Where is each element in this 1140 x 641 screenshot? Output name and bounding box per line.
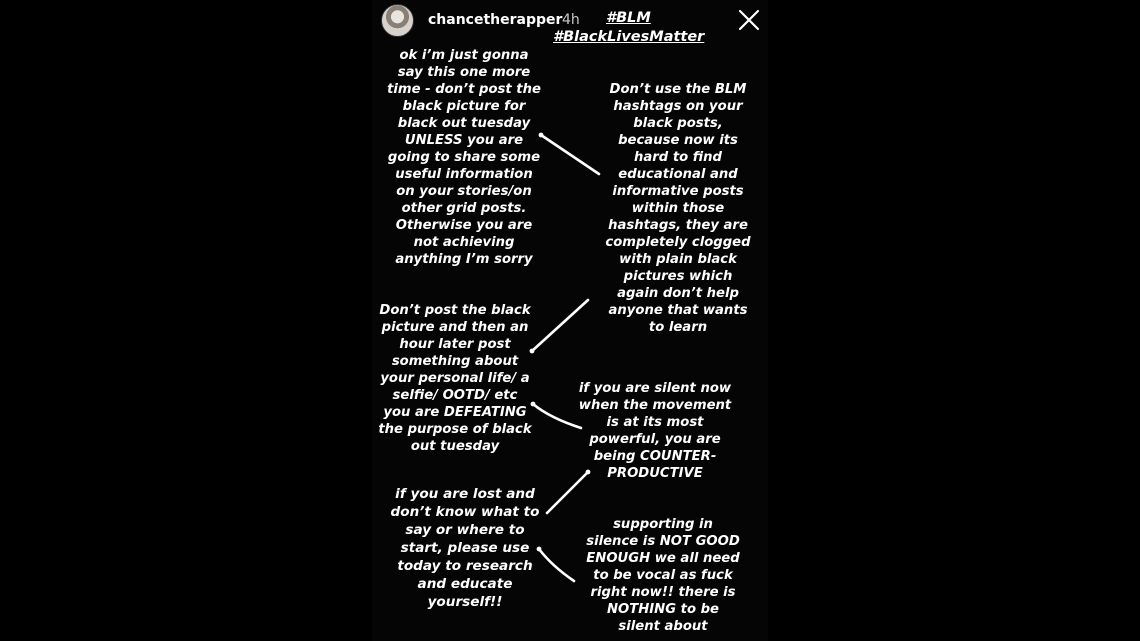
post-time: 4h [562, 12, 580, 28]
avatar[interactable] [381, 4, 414, 37]
story-text-6: supporting in silence is NOT GOOD ENOUGH we all need to be vocal as fuck right now!! there is NOTHING to be silent about [586, 517, 740, 634]
username[interactable]: chancetherapper [428, 12, 563, 28]
story-text-4: if you are silent now when the movement is at its most powerful, you are being COUNTER- PRODUCTIVE [578, 381, 732, 481]
story-text-1: ok i’m just gonna say this one more time - don’t post the black picture for black out tuesday UNLESS you are going to share some useful information on your stories/on other grid posts. Otherwise you are not achieving anything I’m sorry [387, 48, 541, 267]
story-text-3: Don’t post the black picture and then an hour later post something about your personal life/ a selfie/ OOTD/ etc you are DEFEATING the purpose of black out tuesday [378, 303, 532, 454]
hashtag-blm[interactable]: #BLM [606, 10, 651, 26]
story-text-2: Don’t use the BLM hashtags on your black posts, because now its hard to find educational and informative posts within those hashtags, they are completely clogged with plain black pictures which again don’t help anyone that wants to learn [605, 82, 751, 335]
hashtag-blacklivesmatter[interactable]: #BlackLivesMatter [553, 29, 705, 45]
story-text-5: if you are lost and don’t know what to say or where to start, please use today to research and educate yourself!! [390, 486, 540, 610]
close-icon [737, 8, 761, 32]
close-button[interactable] [737, 8, 761, 32]
